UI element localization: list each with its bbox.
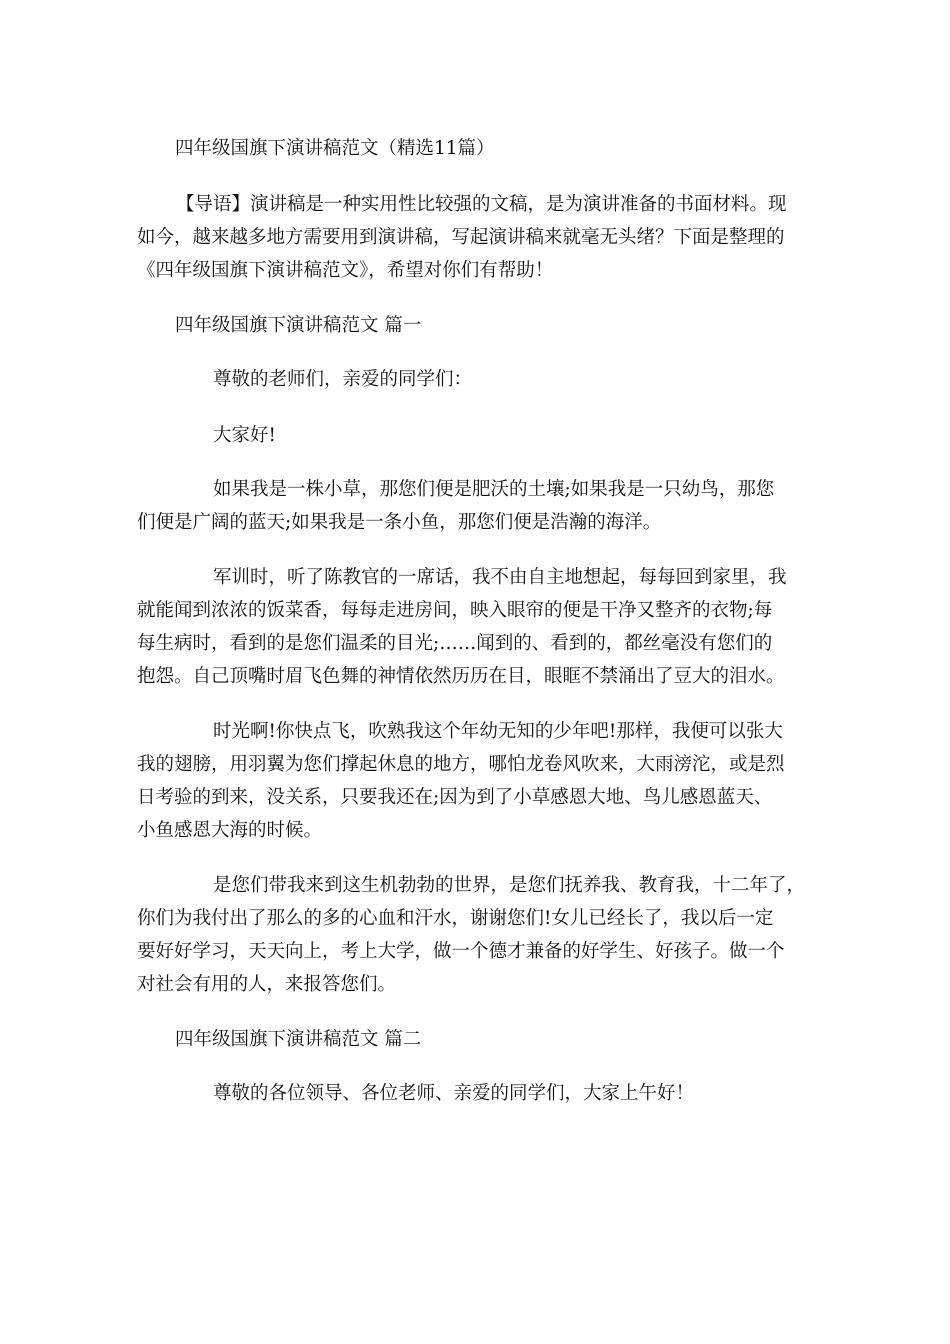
paragraph-4-line-3: 要好好学习，天天向上，考上大学，做一个德才兼备的好学生、好孩子。做一个 xyxy=(137,941,785,962)
paragraph-3-line-1: 时光啊!你快点飞，吹熟我这个年幼无知的少年吧!那样，我便可以张大 xyxy=(213,721,783,742)
paragraph-1-line-1: 如果我是一株小草，那您们便是肥沃的土壤;如果我是一只幼鸟，那您 xyxy=(213,479,775,500)
paragraph-4-line-1: 是您们带我来到这生机勃勃的世界，是您们抚养我、教育我，十二年了， xyxy=(213,875,806,896)
paragraph-3-line-3: 日考验的到来，没关系，只要我还在;因为到了小草感恩大地、鸟儿感恩蓝天、 xyxy=(137,787,773,808)
intro-line-2: 如今，越来越多地方需要用到演讲稿，写起演讲稿来就毫无头绪？下面是整理的 xyxy=(137,227,785,248)
paragraph-4-line-2: 你们为我付出了那么的多的心血和汗水，谢谢您们!女儿已经长了，我以后一定 xyxy=(137,908,774,929)
document-title: 四年级国旗下演讲稿范文（精选11篇） xyxy=(175,138,495,159)
section-heading-1: 四年级国旗下演讲稿范文 篇一 xyxy=(175,315,422,336)
paragraph-2-line-1: 军训时，听了陈教官的一席话，我不由自主地想起，每每回到家里，我 xyxy=(213,567,787,588)
paragraph-3-line-4: 小鱼感恩大海的时候。 xyxy=(137,820,323,841)
paragraph-3-line-2: 我的翅膀，用羽翼为您们撑起休息的地方，哪怕龙卷风吹来，大雨滂沱，或是烈 xyxy=(137,754,785,775)
paragraph-4-line-4: 对社会有用的人，来报答您们。 xyxy=(137,974,397,995)
greeting-1: 大家好! xyxy=(213,425,276,446)
salutation-2: 尊敬的各位领导、各位老师、亲爱的同学们，大家上午好！ xyxy=(213,1083,695,1104)
paragraph-2-line-2: 就能闻到浓浓的饭菜香，每每走进房间，映入眼帘的便是干净又整齐的衣物;每 xyxy=(137,600,773,621)
paragraph-1-line-2: 们便是广阔的蓝天;如果我是一条小鱼，那您们便是浩瀚的海洋。 xyxy=(137,512,662,533)
paragraph-2-line-4: 抱怨。自己顶嘴时眉飞色舞的神情依然历历在目，眼眶不禁涌出了豆大的泪水。 xyxy=(137,666,785,687)
intro-line-1: 【导语】演讲稿是一种实用性比较强的文稿，是为演讲准备的书面材料。现 xyxy=(176,194,787,215)
salutation-1: 尊敬的老师们，亲爱的同学们： xyxy=(213,369,473,390)
intro-line-3: 《四年级国旗下演讲稿范文》，希望对你们有帮助！ xyxy=(137,260,554,281)
paragraph-2-line-3: 每生病时，看到的是您们温柔的目光;……闻到的、看到的，都丝毫没有您们的 xyxy=(137,633,773,654)
section-heading-2: 四年级国旗下演讲稿范文 篇二 xyxy=(175,1029,422,1050)
